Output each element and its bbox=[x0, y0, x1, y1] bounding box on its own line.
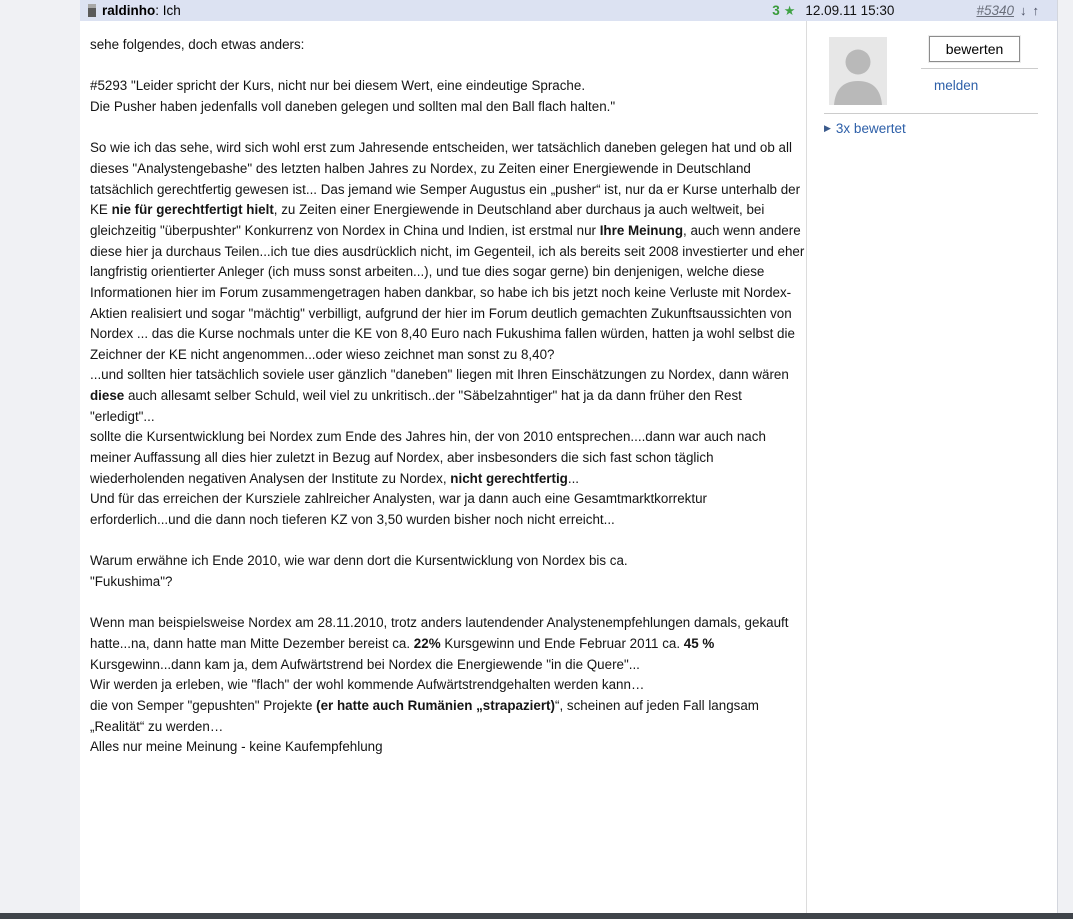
post-timestamp: 12.09.11 15:30 bbox=[805, 3, 895, 18]
star-icon: ★ bbox=[783, 3, 796, 18]
rated-toggle[interactable] bbox=[824, 121, 906, 136]
author-note: : Ich bbox=[155, 3, 181, 18]
rating-indicator[interactable] bbox=[772, 3, 795, 18]
expand-arrow-icon: ▶ bbox=[824, 123, 831, 133]
rating-count: 3 bbox=[772, 3, 780, 18]
post-paragraph: Warum erwähne ich Ende 2010, wie war denn dort die Kursentwicklung von Nordex bis ca. "Fukushima"? bbox=[90, 553, 628, 590]
post-icon bbox=[88, 4, 96, 17]
post-header-bar bbox=[80, 0, 1057, 21]
post-number-link[interactable]: #5340 bbox=[976, 3, 1014, 18]
post-container bbox=[80, 0, 1058, 913]
post-number-group bbox=[976, 3, 1039, 18]
post-paragraph: #5293 "Leider spricht der Kurs, nicht nur bei diesem Wert, eine eindeutige Sprache. Die Pusher haben jedenfalls voll daneben gelegen und sollten mal den Ball flach halten." bbox=[90, 78, 616, 114]
post-paragraph: Wenn man beispielsweise Nordex am 28.11.2010, trotz anders lautendender Analystenempfehlungen damals, gekauft hatte...na, dann hatte man Mitte Dezember bereist ca. 22% Kursgewinn und Ende Februar 2011 ca. 45 % Kursgewinn...dann kam ja, dem Aufwärtstrend bei Nordex die Energiewende "in die Quere"... Wir werden ja erleben, wie "flach" der wohl kommende Aufwärtstrendgehalten werden kann… die von Semper "gepushten" Projekte (er hatte auch Rumänien „strapaziert)“, scheinen auf jeden Fall langsam „Realität“ zu werden… Alles nur meine Meinung - keine Kaufempfehlung bbox=[90, 615, 789, 755]
bottom-separator-bar bbox=[0, 913, 1073, 919]
prev-post-arrow-icon[interactable]: ↓ bbox=[1020, 3, 1027, 18]
report-link[interactable]: melden bbox=[934, 78, 979, 93]
sidebar-divider bbox=[921, 68, 1038, 69]
author-link[interactable]: raldinho bbox=[102, 3, 156, 18]
sidebar-divider bbox=[824, 113, 1038, 114]
next-post-arrow-icon[interactable]: ↑ bbox=[1032, 3, 1039, 18]
post-paragraph: sehe folgendes, doch etwas anders: bbox=[90, 37, 305, 52]
post-sidebar bbox=[806, 21, 1058, 913]
avatar-silhouette-icon bbox=[829, 37, 887, 105]
rated-toggle-label: 3x bewertet bbox=[835, 121, 906, 136]
post-body bbox=[90, 35, 805, 779]
avatar[interactable] bbox=[829, 37, 887, 105]
rate-button[interactable]: bewerten bbox=[929, 36, 1020, 62]
post-paragraph: So wie ich das sehe, wird sich wohl erst zum Jahresende entscheiden, wer tatsächlich daneben gelegen hat und ob all dieses "Analystengebashe" des letzten halben Jahres zu Nordex, zu Zeiten einer Energiewende in Deutschland tatsächlich gerechtfertig gewesen ist... Das jemand wie Semper Augustus ein „pusher“ ist, nur da er Kurse unterhalb der KE nie für gerechtfertigt hielt, zu Zeiten einer Energiewende in Deutschland aber durchaus ja auch weltweit, bei gleichzeitig "überpushter" Konkurrenz von Nordex in China und Indien, ist erstmal nur Ihre Meinung, auch wenn andere diese hier ja durchaus Teilen...ich tue dies ausdrücklich nicht, im Gegenteil, ich als bereits seit 2008 investierter und eher langfristig orientierter Anleger (ich muss sonst arbeiten...), und tue dies sogar gerne) bin denjenigen, welche diese Informationen hier im Forum zusammengetragen haben dankbar, so habe ich bis jetzt noch keine Verluste mit Nordex-Aktien realisiert und sogar "mächtig" verbilligt, aufgrund der hier im Forum deutlich gemachten Zukunftsaussichten von Nordex ... das die Kurse nochmals unter die KE von 8,40 Euro nach Fukushima fallen würden, hatten ja wohl selbst die Zeichner der KE nicht angenommen...oder wieso zeichnet man sonst zu 8,40? ...und sollten hier tatsächlich soviele user gänzlich "daneben" liegen mit Ihren Einschätzungen zu Nordex, dann wären diese auch allesamt selber Schuld, weil viel zu unkritisch..der "Säbelzahntiger" hat ja da dann früher den Rest "erledigt"... sollte die Kursentwicklung bei Nordex zum Ende des Jahres hin, der von 2010 entsprechen....dann war auch nach meiner Auffassung all dies hier zuletzt in Bezug auf Nordex, aber insbesonders die sich fast schon täglich wiederholenden negativen Analysen der Institute zu Nordex, nicht gerechtfertig... Und für das erreichen der Kursziele zahlreicher Analysten, war ja dann auch eine Gesamtmarktkorrektur erforderlich...und die dann noch tieferen KZ von 3,50 wurden bisher noch nicht erreicht... bbox=[90, 140, 805, 528]
